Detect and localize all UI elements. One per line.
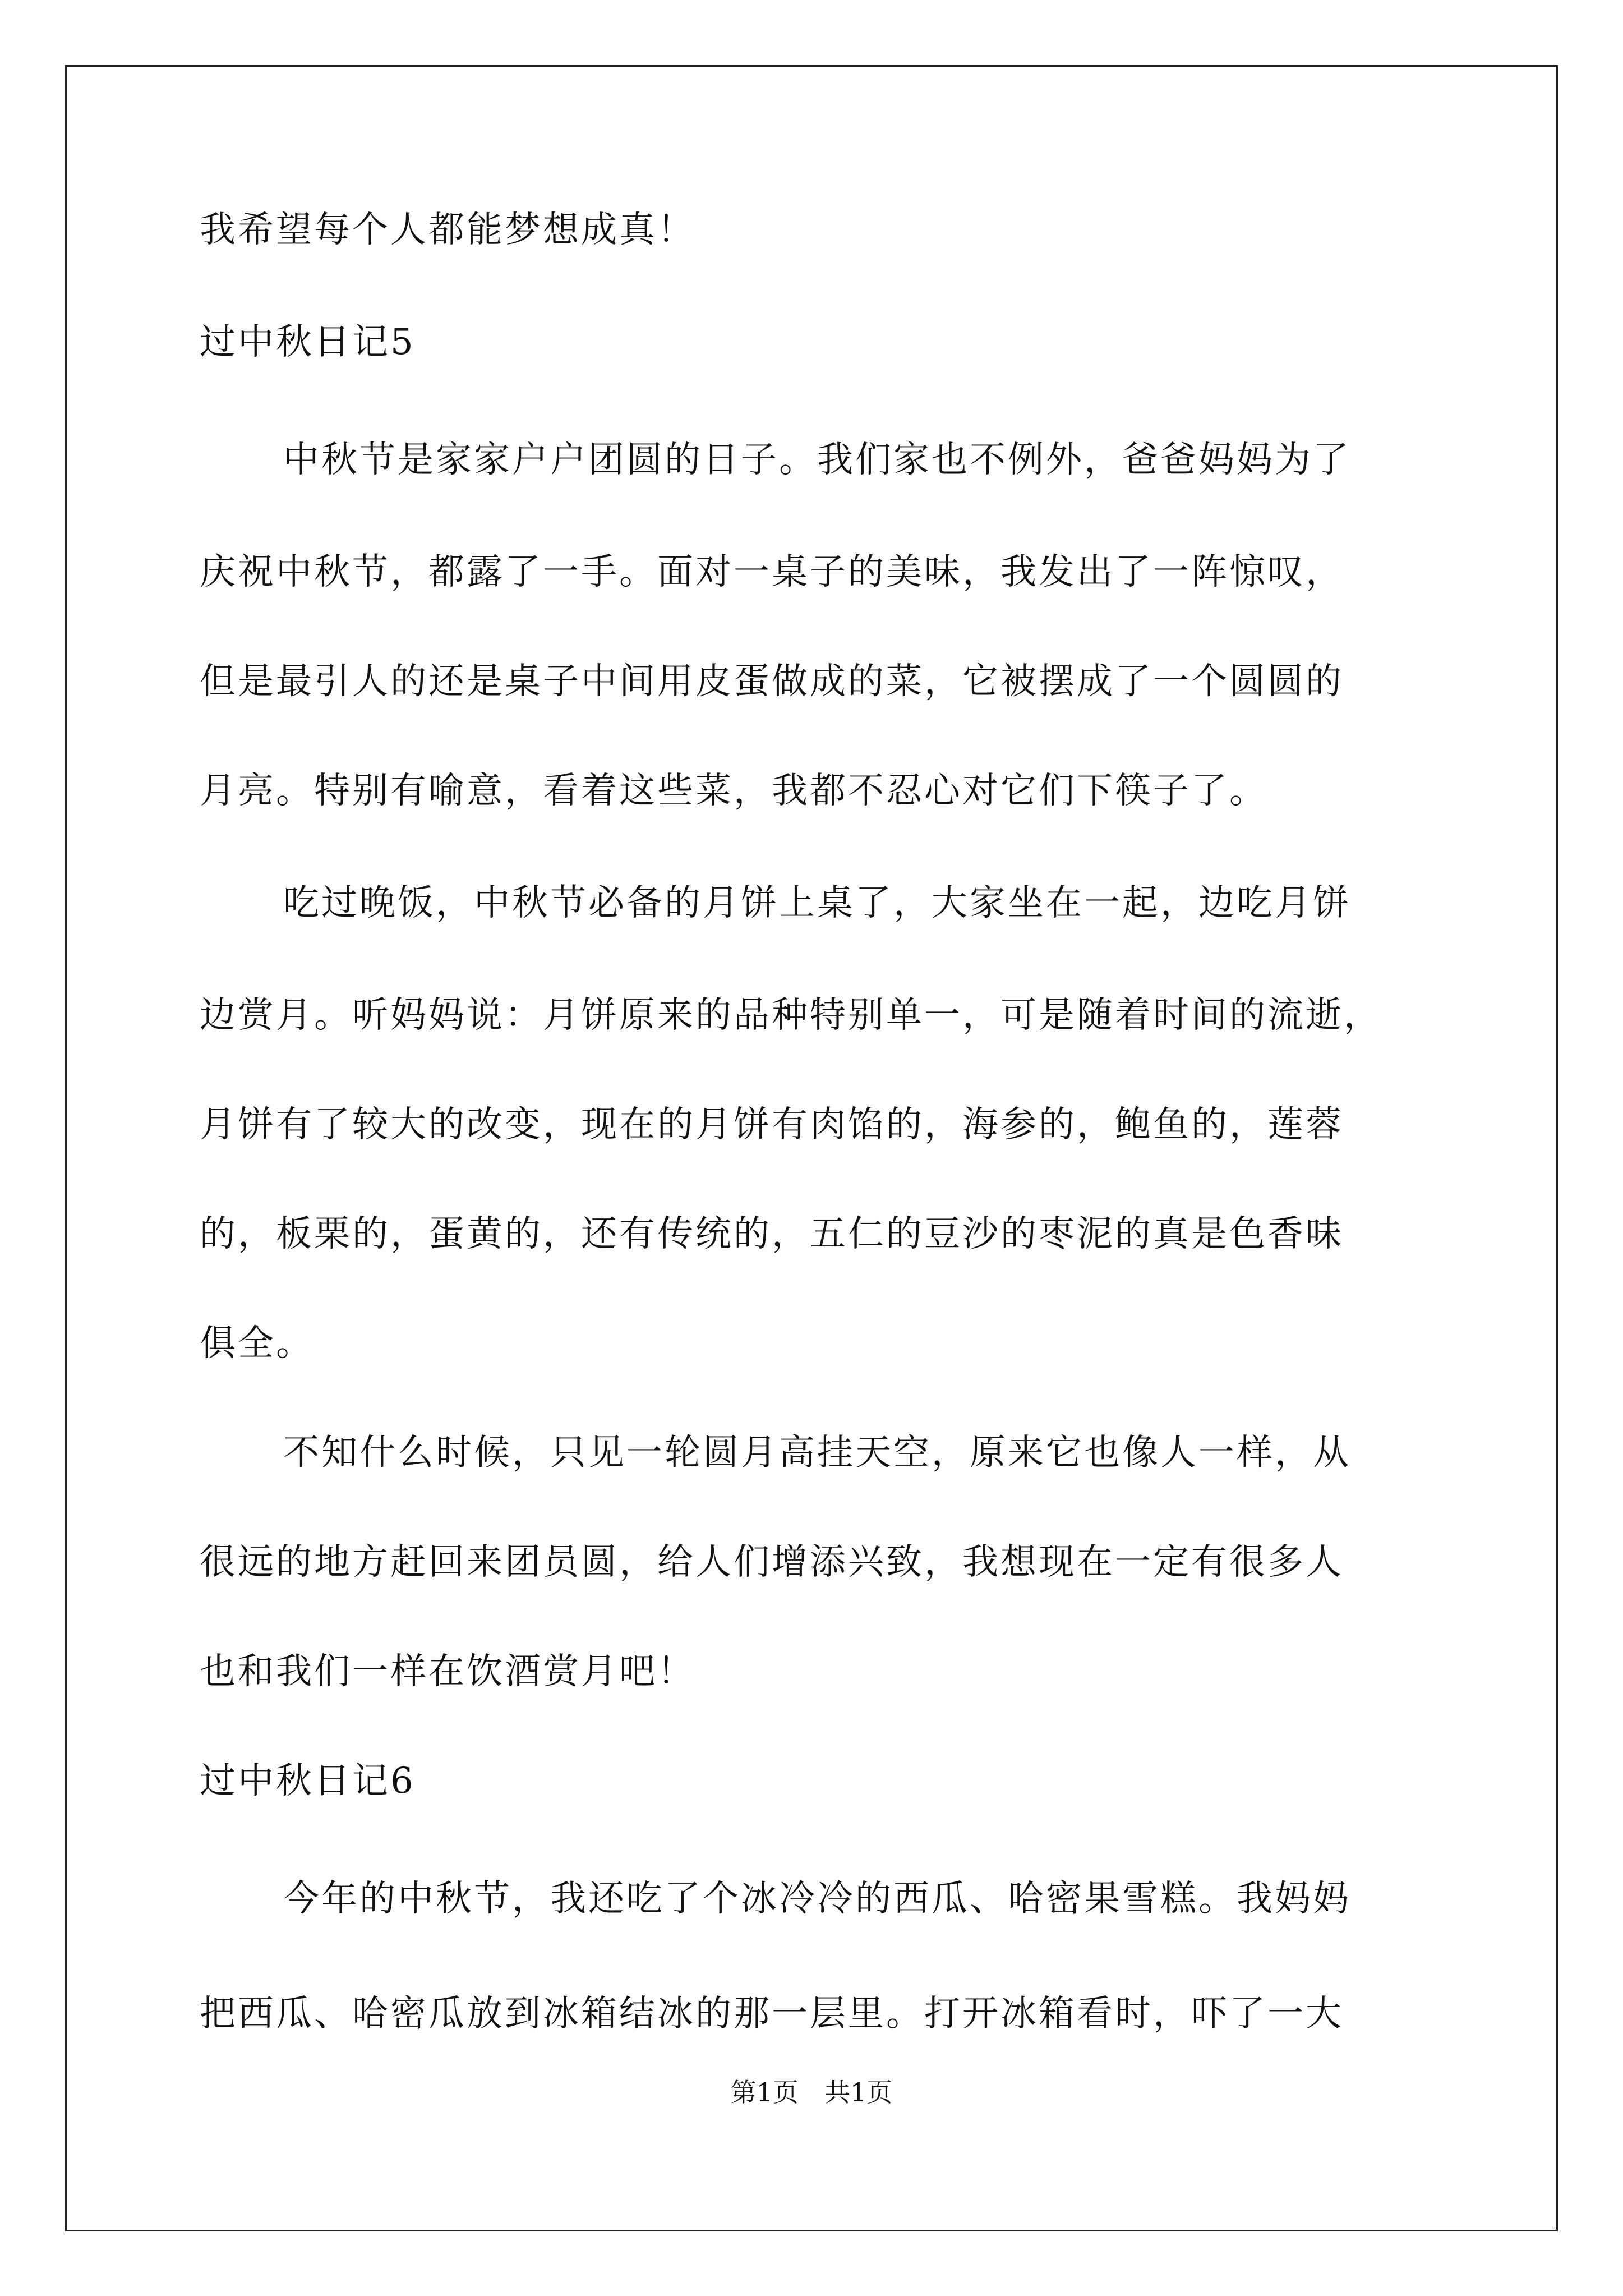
text-line: 很远的地方赶回来团员圆，给人们增添兴致，我想现在一定有很多人	[200, 1542, 1344, 1583]
text-line: 月亮。特别有喻意，看着这些菜，我都不忍心对它们下筷子了。	[200, 770, 1267, 812]
section-heading-5: 过中秋日记5	[200, 321, 416, 363]
text-line: 今年的中秋节，我还吃了个冰冷冷的西瓜、哈密果雪糕。我妈妈	[283, 1878, 1351, 1920]
section-heading-6: 过中秋日记6	[200, 1760, 416, 1802]
page-number: 第1页	[730, 2077, 799, 2108]
text-line: 把西瓜、哈密瓜放到冰箱结冰的那一层里。打开冰箱看时，吓了一大	[200, 1993, 1344, 2035]
text-line: 不知什么时候，只见一轮圆月高挂天空，原来它也像人一样，从	[283, 1432, 1351, 1474]
text-line: 我希望每个人都能梦想成真！	[200, 209, 695, 251]
text-line: 吃过晚饭，中秋节必备的月饼上桌了，大家坐在一起，边吃月饼	[283, 882, 1351, 924]
text-line: 中秋节是家家户户团圆的日子。我们家也不例外，爸爸妈妈为了	[283, 439, 1351, 481]
page-total: 共1页	[824, 2077, 893, 2108]
page-footer	[0, 2076, 1623, 2109]
text-line: 边赏月。听妈妈说：月饼原来的品种特别单一，可是随着时间的流逝，	[200, 995, 1382, 1036]
text-line: 也和我们一样在饮酒赏月吧！	[200, 1651, 695, 1692]
text-line: 但是最引人的还是桌子中间用皮蛋做成的菜，它被摆成了一个圆圆的	[200, 661, 1344, 702]
text-line: 月饼有了较大的改变，现在的月饼有肉馅的，海参的，鲍鱼的，莲蓉	[200, 1104, 1344, 1145]
text-line: 的，板栗的，蛋黄的，还有传统的，五仁的豆沙的枣泥的真是色香味	[200, 1213, 1344, 1255]
text-line: 俱全。	[200, 1323, 314, 1364]
text-line: 庆祝中秋节，都露了一手。面对一桌子的美味，我发出了一阵惊叹，	[200, 551, 1344, 593]
